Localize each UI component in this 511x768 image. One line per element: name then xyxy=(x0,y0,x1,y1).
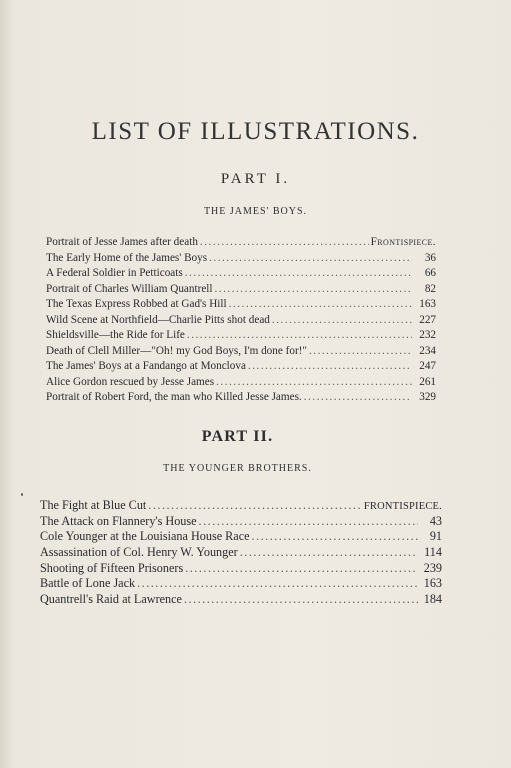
page-title: LIST OF ILLUSTRATIONS. xyxy=(91,118,420,145)
item-label: A Federal Soldier in Petticoats xyxy=(46,267,183,279)
list-item xyxy=(40,529,442,545)
dot-leader xyxy=(309,345,412,357)
item-page: 261 xyxy=(419,375,436,388)
list-item xyxy=(40,545,442,561)
item-page: Frontispiece. xyxy=(370,236,436,248)
part-2-title: PART II. xyxy=(201,428,274,445)
list-item xyxy=(46,391,436,407)
list-item xyxy=(46,252,436,268)
item-page: 247 xyxy=(419,360,436,372)
dot-leader xyxy=(216,376,412,388)
ink-speck xyxy=(21,493,23,496)
item-label: Quantrell's Raid at Lawrence xyxy=(40,592,182,607)
list-item xyxy=(46,360,436,376)
item-page: 82 xyxy=(424,282,436,295)
item-label: Alice Gordon rescued by Jesse James xyxy=(46,375,215,388)
dot-leader xyxy=(248,360,412,372)
dot-leader xyxy=(185,267,412,279)
item-label: The Early Home of the James' Boys xyxy=(46,251,208,264)
item-label: Shooting of Fifteen Prisoners xyxy=(40,560,184,575)
dot-leader xyxy=(229,298,412,310)
item-page: 329 xyxy=(419,391,436,403)
dot-leader xyxy=(272,314,412,326)
item-page: 114 xyxy=(424,545,442,560)
dot-leader xyxy=(304,391,412,403)
dot-leader xyxy=(200,236,369,248)
list-item xyxy=(46,236,436,252)
part-1-subtitle: THE JAMES' BOYS. xyxy=(203,206,308,217)
list-item xyxy=(40,498,442,514)
item-label: Battle of Lone Jack xyxy=(40,576,136,591)
list-item xyxy=(46,283,436,299)
item-page: 232 xyxy=(419,329,436,341)
part-2-illustration-list xyxy=(40,498,442,608)
list-item xyxy=(46,314,436,330)
item-label: Portrait of Jesse James after death xyxy=(46,236,198,248)
list-item xyxy=(40,592,442,608)
item-label: Cole Younger at the Louisiana House Race xyxy=(40,529,250,544)
item-label: Wild Scene at Northfield—Charlie Pitts shot dead xyxy=(46,313,270,326)
part-1-illustration-list xyxy=(46,236,436,407)
dot-leader xyxy=(137,576,418,591)
item-page: 43 xyxy=(429,513,442,528)
item-label: The James' Boys at a Fandango at Monclova xyxy=(46,360,246,372)
dot-leader xyxy=(215,283,413,295)
item-label: The Texas Express Robbed at Gad's Hill xyxy=(46,298,227,310)
list-item xyxy=(46,267,436,283)
item-page: 227 xyxy=(419,313,436,326)
item-label: Death of Clell Miller—"Oh! my God Boys, I'm done for!" xyxy=(46,344,307,357)
list-item xyxy=(40,514,442,530)
list-item xyxy=(46,376,436,392)
list-item xyxy=(40,576,442,592)
item-page: 91 xyxy=(429,529,442,544)
item-page: 234 xyxy=(419,344,436,357)
part-1-title: PART I. xyxy=(220,171,291,187)
list-item xyxy=(40,561,442,577)
item-label: Portrait of Charles William Quantrell xyxy=(46,282,213,295)
item-label: The Fight at Blue Cut xyxy=(40,498,147,512)
item-page: 163 xyxy=(423,576,442,591)
list-item xyxy=(46,345,436,361)
item-label: The Attack on Flannery's House xyxy=(40,513,197,528)
item-page: 36 xyxy=(424,251,436,264)
list-item xyxy=(46,329,436,345)
dot-leader xyxy=(185,561,418,576)
dot-leader xyxy=(252,529,418,544)
dot-leader xyxy=(148,498,362,513)
part-2-subtitle: THE YOUNGER BROTHERS. xyxy=(163,463,312,474)
item-label: Shieldsville—the Ride for Life xyxy=(46,329,185,341)
dot-leader xyxy=(187,329,412,341)
item-page: 163 xyxy=(419,298,436,310)
item-label: Assassination of Col. Henry W. Younger xyxy=(40,545,238,560)
item-page: 239 xyxy=(423,560,442,575)
dot-leader xyxy=(199,514,418,529)
item-label: Portrait of Robert Ford, the man who Killed Jesse James. xyxy=(46,391,302,403)
item-page: 66 xyxy=(424,267,436,279)
dot-leader xyxy=(209,252,412,264)
list-item xyxy=(46,298,436,314)
item-page: 184 xyxy=(423,592,442,607)
dot-leader xyxy=(240,545,418,560)
dot-leader xyxy=(184,592,418,607)
item-page: FRONTISPIECE. xyxy=(363,501,442,512)
